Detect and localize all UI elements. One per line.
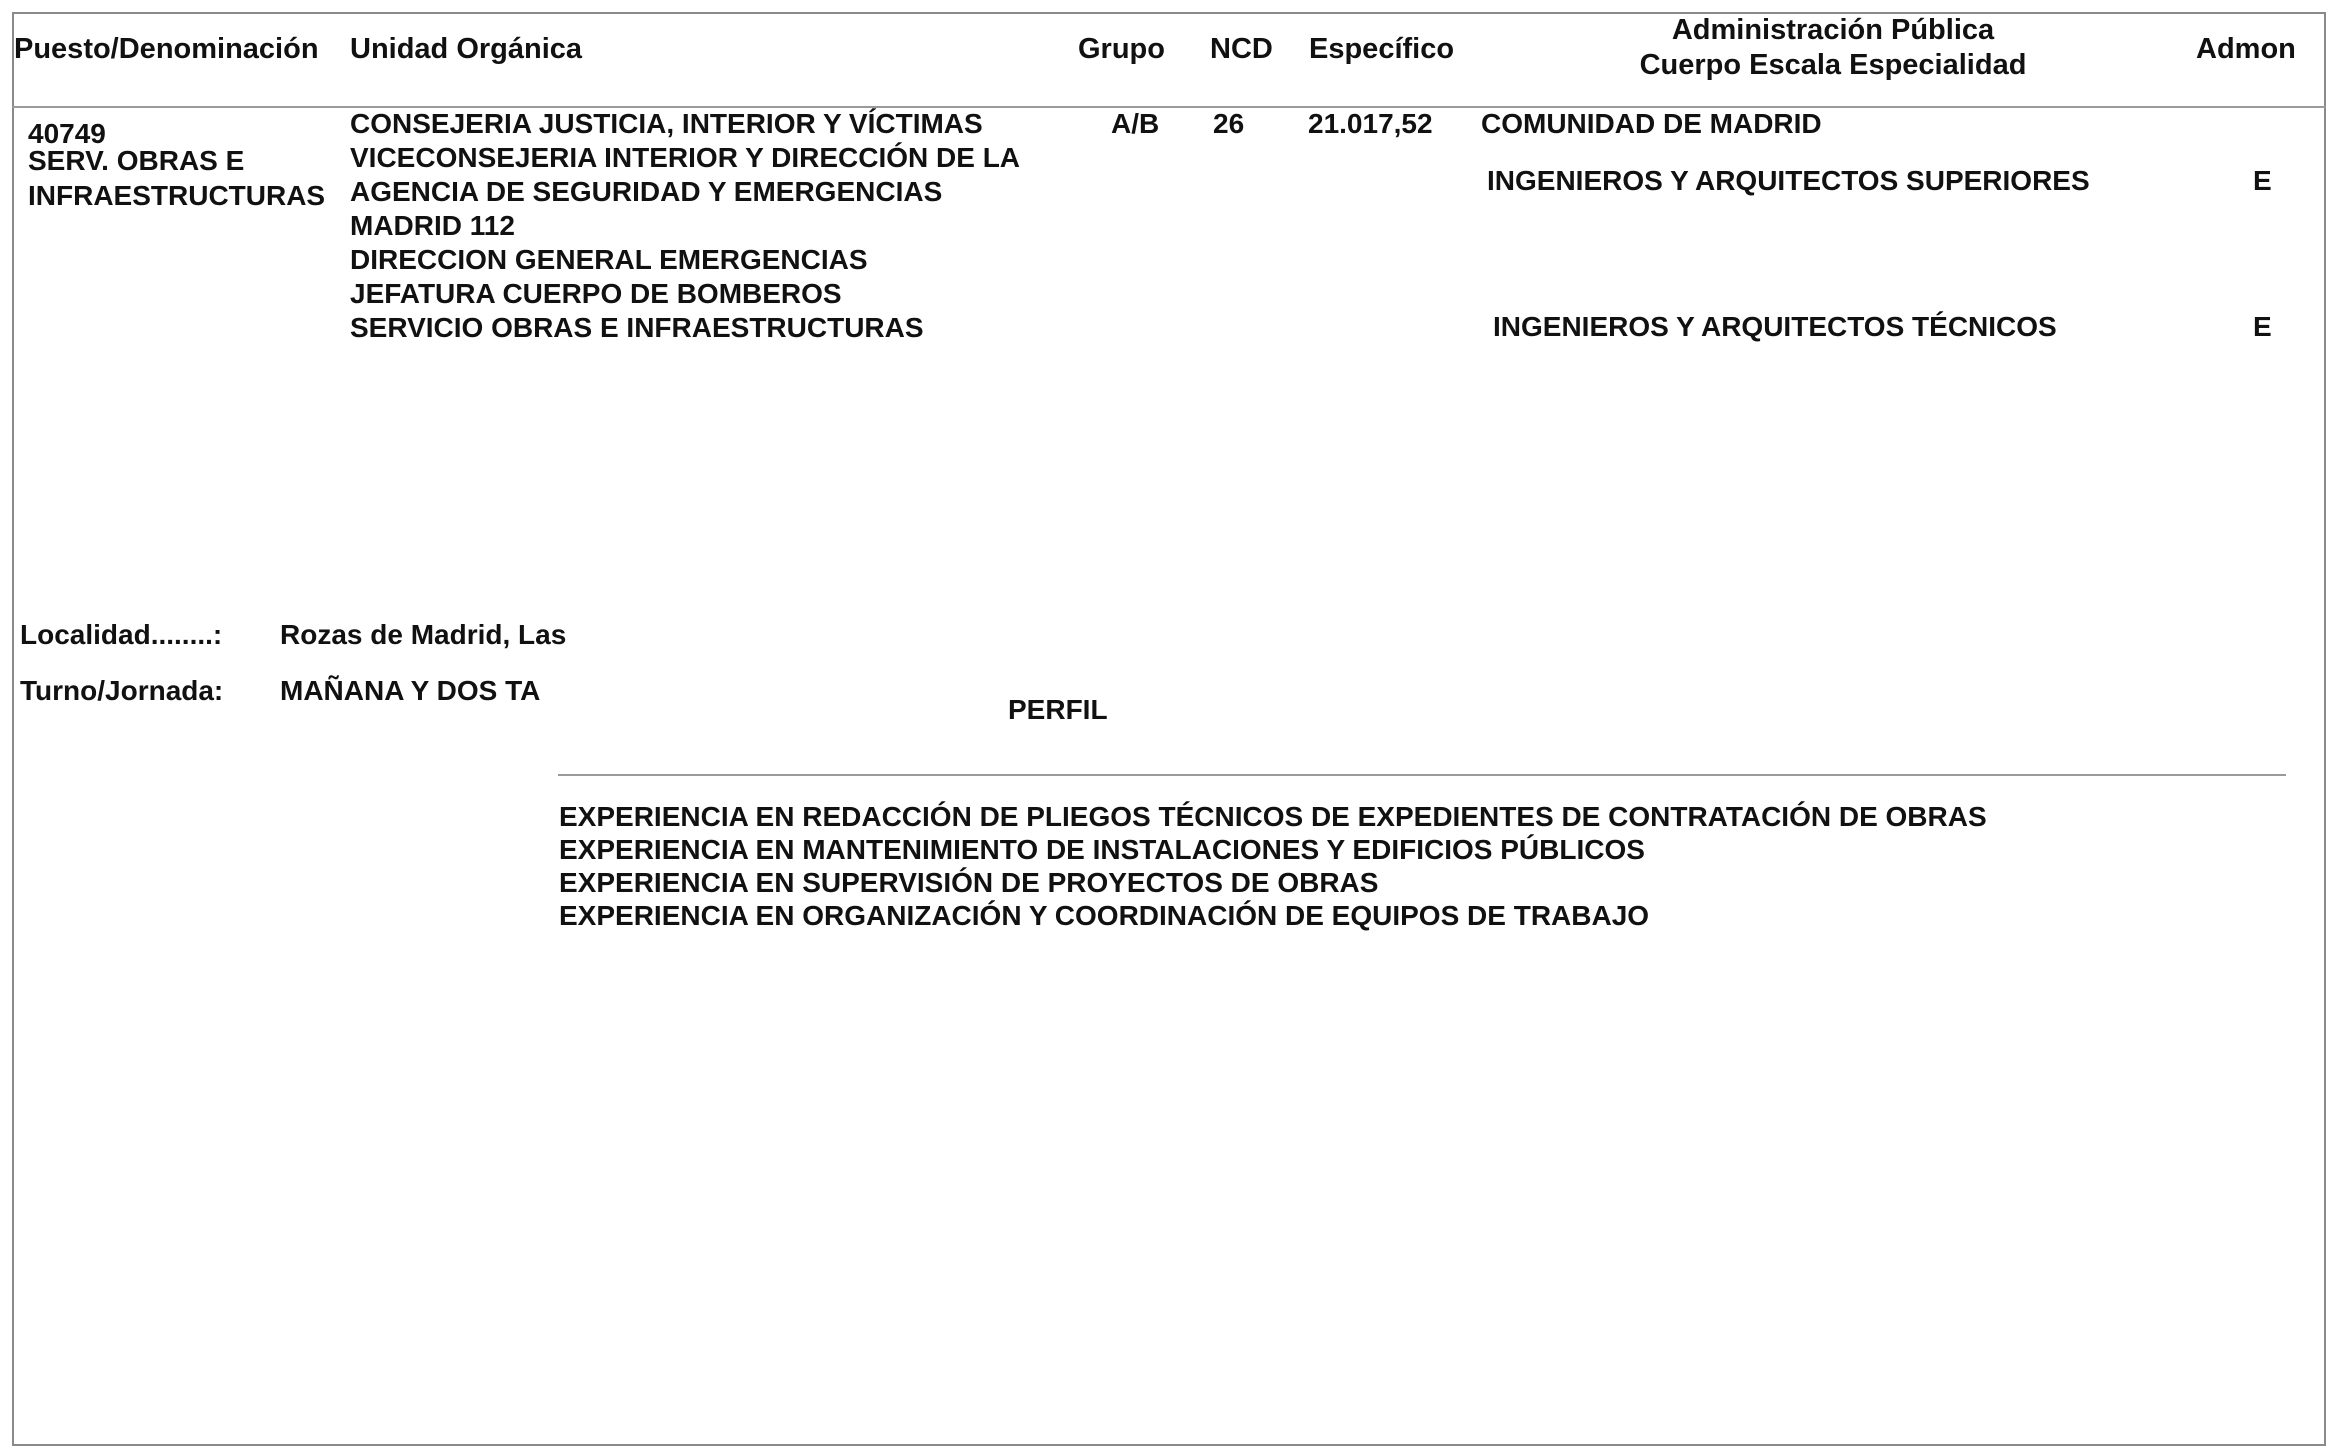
header-admon: Admon (2196, 33, 2296, 65)
cuerpo-nombre: INGENIEROS Y ARQUITECTOS SUPERIORES (1487, 165, 2090, 196)
unidad-line: DIRECCION GENERAL EMERGENCIAS (350, 244, 868, 275)
turno-value: MAÑANA Y DOS TA (280, 675, 541, 706)
cuerpo-admon: E (2253, 311, 2272, 342)
cuerpo-nombre: INGENIEROS Y ARQUITECTOS TÉCNICOS (1493, 311, 2057, 342)
unidad-line: SERVICIO OBRAS E INFRAESTRUCTURAS (350, 312, 924, 343)
header-cuerpo-escala: Cuerpo Escala Especialidad (1639, 49, 2027, 81)
header-ncd: NCD (1210, 33, 1273, 65)
puesto-denominacion-2: INFRAESTRUCTURAS (28, 180, 326, 211)
unidad-line: AGENCIA DE SEGURIDAD Y EMERGENCIAS (350, 176, 943, 207)
grupo-value: A/B (1111, 108, 1160, 139)
unidad-line: MADRID 112 (350, 210, 515, 241)
perfil-item: EXPERIENCIA EN MANTENIMIENTO DE INSTALACIONES Y EDIFICIOS PÚBLICOS (559, 834, 1645, 865)
especifico-value: 21.017,52 (1308, 108, 1433, 139)
puesto-denominacion-1: SERV. OBRAS E (28, 145, 245, 176)
localidad-value: Rozas de Madrid, Las (280, 619, 567, 650)
header-unidad: Unidad Orgánica (350, 33, 583, 65)
unidad-line: JEFATURA CUERPO DE BOMBEROS (350, 278, 842, 309)
ncd-value: 26 (1213, 108, 1245, 139)
header-especifico: Específico (1309, 33, 1455, 65)
perfil-divider (558, 774, 2286, 776)
cuerpo-admon: E (2253, 165, 2272, 196)
unidad-line: VICECONSEJERIA INTERIOR Y DIRECCIÓN DE LA (350, 142, 1021, 173)
administracion-value: COMUNIDAD DE MADRID (1481, 108, 1822, 139)
header-grupo: Grupo (1078, 33, 1165, 65)
turno-label: Turno/Jornada: (20, 675, 224, 706)
header-puesto: Puesto/Denominación (14, 33, 319, 65)
perfil-item: EXPERIENCIA EN ORGANIZACIÓN Y COORDINACIÓN DE EQUIPOS DE TRABAJO (559, 900, 1650, 931)
localidad-label: Localidad........: (20, 619, 223, 650)
unidad-line: CONSEJERIA JUSTICIA, INTERIOR Y VÍCTIMAS (350, 108, 983, 139)
perfil-item: EXPERIENCIA EN REDACCIÓN DE PLIEGOS TÉCNICOS DE EXPEDIENTES DE CONTRATACIÓN DE OBRAS (559, 801, 1987, 832)
header-admin-publica: Administración Pública (1671, 14, 1995, 46)
perfil-item: EXPERIENCIA EN SUPERVISIÓN DE PROYECTOS DE OBRAS (559, 867, 1379, 898)
puesto-codigo: 40749 (28, 118, 106, 149)
perfil-title: PERFIL (1008, 694, 1108, 725)
